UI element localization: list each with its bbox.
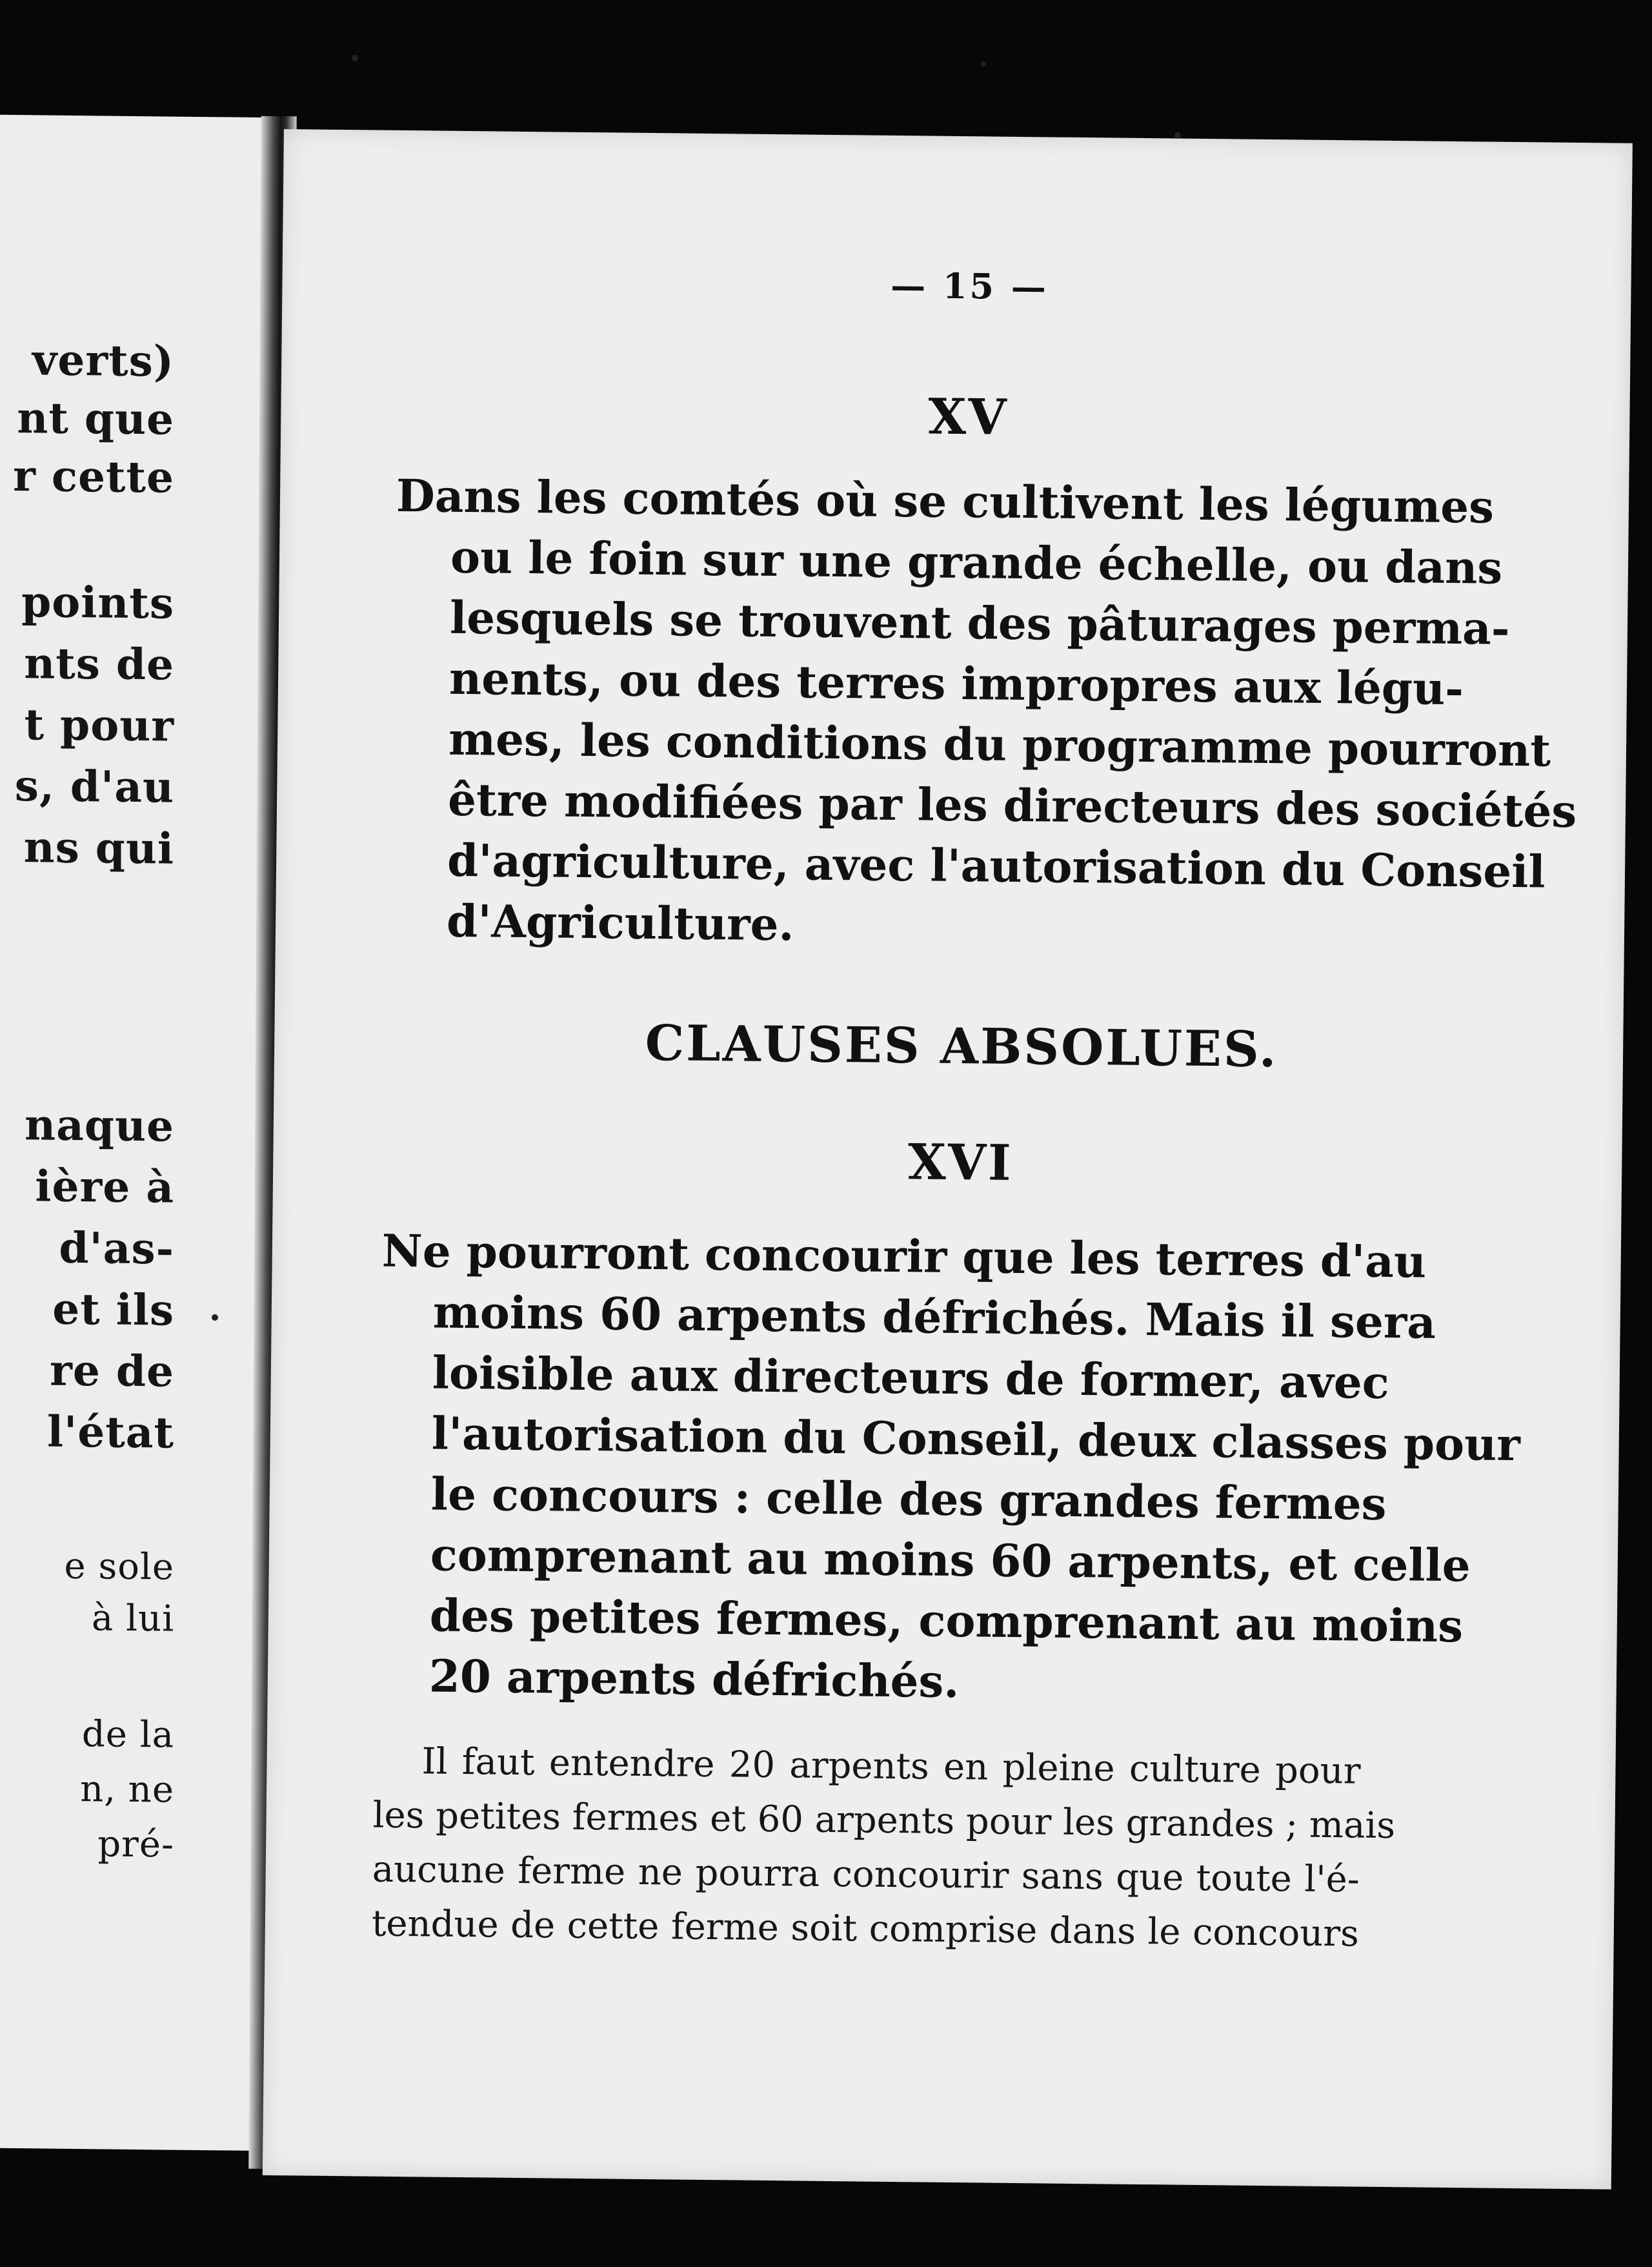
left-fragment-line: naque <box>25 1099 174 1152</box>
left-fragment-line: nt que <box>17 392 174 445</box>
paragraph-line: Ne pourront concourir que les terres d'au <box>381 1225 1427 1288</box>
paragraph-line: comprenant au moins 60 arpents, et celle <box>430 1529 1471 1592</box>
left-fragment-line: pré- <box>97 1823 174 1866</box>
section-xvi-paragraph <box>381 1221 1427 1292</box>
paragraph-line: moins 60 arpents défrichés. Mais il sera <box>432 1286 1436 1349</box>
book-page <box>263 129 1633 2190</box>
left-fragment-line: r cette <box>13 451 174 503</box>
paragraph-line: ou le foin sur une grande échelle, ou dans <box>450 531 1503 595</box>
scan-speck <box>981 61 986 66</box>
paragraph-line: loisible aux directeurs de former, avec <box>432 1347 1390 1410</box>
note-line: tendue de cette ferme soit comprise dans le concours <box>371 1902 1360 1955</box>
scan-speck <box>352 55 358 61</box>
paragraph-line: 20 arpents défrichés. <box>428 1650 960 1709</box>
paragraph-line: d'agriculture, avec l'autorisation du Conseil <box>447 834 1546 899</box>
paragraph-line: l'autorisation du Conseil, deux classes pour <box>431 1407 1521 1472</box>
left-fragment-line: re de <box>50 1345 174 1397</box>
left-fragment-line: à lui <box>91 1597 174 1640</box>
paragraph-line: être modifiées par les directeurs des sociétés <box>447 773 1577 839</box>
left-fragment-line: n, ne <box>80 1768 174 1811</box>
left-fragment-line: d'as- <box>59 1222 174 1274</box>
left-fragment-line: e sole <box>64 1545 174 1589</box>
left-fragment-line: de la <box>81 1713 174 1756</box>
left-fragment-line: s, d'au <box>14 760 174 813</box>
left-fragment-line: nts de <box>24 638 174 690</box>
left-fragment-line: points <box>21 576 174 629</box>
left-fragment-line: et ils <box>52 1283 174 1336</box>
paragraph-line: des petites fermes, comprenant au moins <box>429 1589 1464 1653</box>
paragraph-line: Dans les comtés où se cultivent les légumes <box>396 469 1495 534</box>
paragraph-line: mes, les conditions du programme pourront <box>448 713 1551 777</box>
clauses-absolues-heading: CLAUSES ABSOLUES. <box>645 1013 1278 1079</box>
previous-page-fragment <box>0 115 271 2151</box>
scan-speck <box>1174 132 1181 139</box>
paragraph-line: nents, ou des terres impropres aux légu- <box>448 652 1464 716</box>
footnote-body <box>371 1789 1396 1962</box>
paragraph-line: lesquels se trouvent des pâturages perma- <box>449 591 1510 655</box>
left-fragment-line: l'état <box>46 1406 174 1458</box>
page-number: — 15 — <box>890 264 1049 308</box>
left-fragment-line: t pour <box>24 699 174 751</box>
note-line: aucune ferme ne pourra concourir sans que toute l'é- <box>372 1848 1360 1901</box>
left-fragment-line: ière à <box>35 1161 174 1213</box>
note-line: les petites fermes et 60 arpents pour les grandes ; mais <box>372 1794 1396 1847</box>
scan-speck <box>212 1314 218 1321</box>
footnote-first-line <box>421 1734 1361 1798</box>
left-fragment-line: ns qui <box>23 822 174 874</box>
left-fragment-line: verts) <box>32 334 174 387</box>
paragraph-line: le concours : celle des grandes fermes <box>430 1468 1387 1531</box>
section-heading-xvi: XVI <box>907 1133 1013 1192</box>
paragraph-line: d'Agriculture. <box>446 895 794 951</box>
section-xvi-paragraph-body <box>428 1283 1521 1717</box>
note-line: Il faut entendre 20 arpents en pleine culture pour <box>421 1740 1361 1793</box>
section-xv-paragraph <box>396 466 1495 537</box>
section-xv-paragraph-body <box>446 527 1577 962</box>
section-heading-xv: XV <box>927 387 1009 446</box>
